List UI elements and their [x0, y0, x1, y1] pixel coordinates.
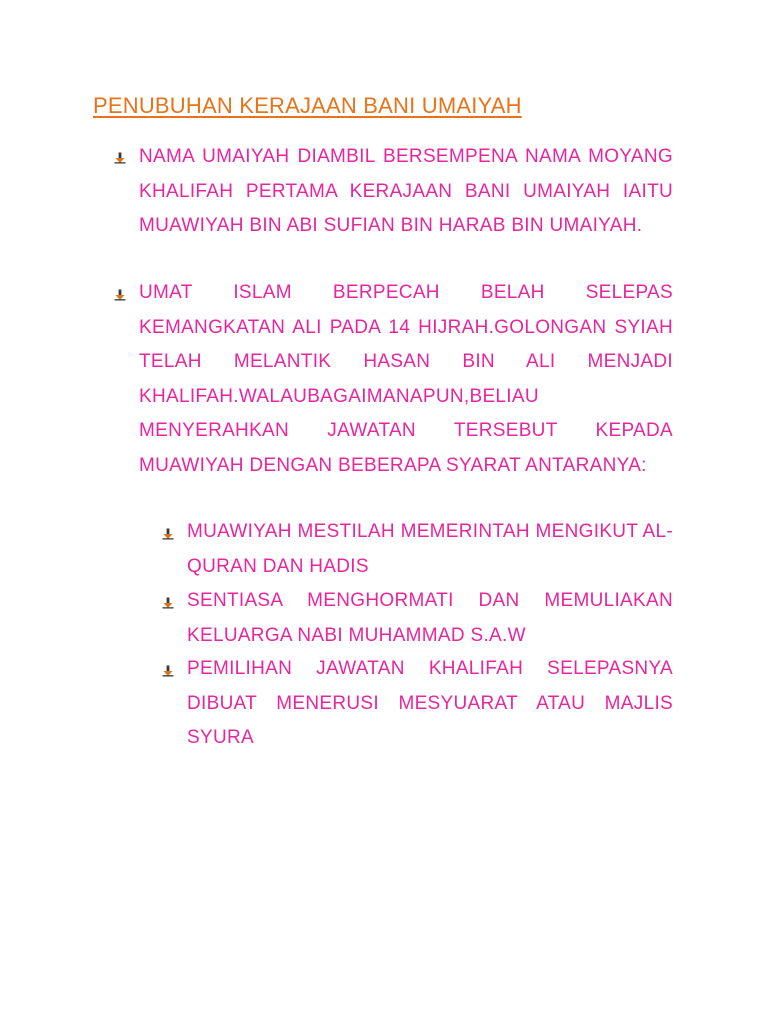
sub-list-item: SENTIASA MENGHORMATI DAN MEMULIAKAN KELUARGA NABI MUHAMMAD S.A.W [187, 590, 673, 646]
arrow-down-bullet-icon [162, 528, 174, 540]
arrow-down-bullet-icon [162, 597, 174, 609]
list-item: UMAT ISLAM BERPECAH BELAH SELEPAS KEMANGKATAN ALI PADA 14 HIJRAH.GOLONGAN SYIAH TELAH MELANTIK HASAN BIN ALI MENJADI KHALIFAH.WALAUBAGAIMANAPUN,BELIAU MENYERAHKAN JAWATAN TERSEBUT KEPADA MUAWIYAH DENGAN BEBERAPA SYARAT ANTARANYA: [139, 282, 673, 476]
page-title: PENUBUHAN KERAJAAN BANI UMAIYAH [93, 93, 522, 118]
list-item: NAMA UMAIYAH DIAMBIL BERSEMPENA NAMA MOYANG KHALIFAH PERTAMA KERAJAAN BANI UMAIYAH IAITU MUAWIYAH BIN ABI SUFIAN BIN HARAB BIN UMAIYAH. [139, 146, 673, 236]
arrow-down-bullet-icon [162, 665, 174, 677]
sub-list-item: PEMILIHAN JAWATAN KHALIFAH SELEPASNYA DIBUAT MENERUSI MESYUARAT ATAU MAJLIS SYURA [187, 658, 673, 748]
arrow-down-bullet-icon [114, 289, 126, 301]
sub-list-item: MUAWIYAH MESTILAH MEMERINTAH MENGIKUT AL-QURAN DAN HADIS [187, 521, 673, 577]
arrow-down-bullet-icon [114, 152, 126, 164]
